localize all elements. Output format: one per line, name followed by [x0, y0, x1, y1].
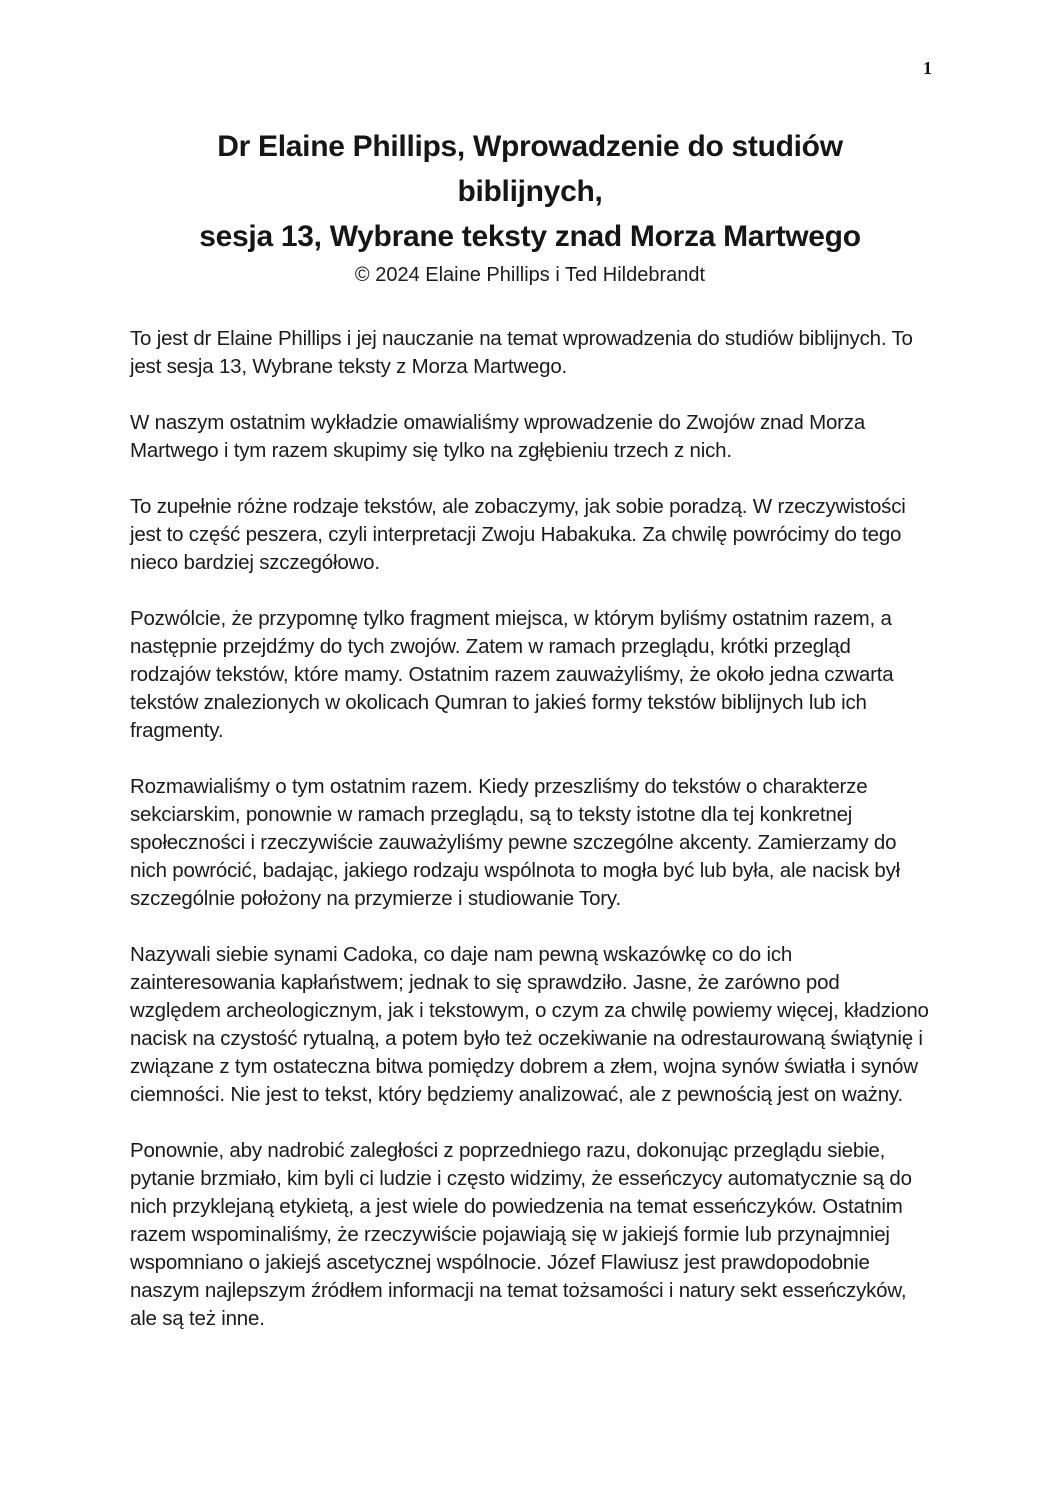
document-content: [130, 124, 930, 1361]
document-title: [130, 124, 930, 259]
paragraph-6: Nazywali siebie synami Cadoka, co daje nam pewną wskazówkę co do ich zainteresowania kapłaństwem; jednak to się sprawdziło. Jasne, że zarówno pod względem archeologicznym, jak i tekstowym, o czym za chwilę powiemy więcej, kładziono nacisk na czystość rytualną, a potem było też oczekiwanie na odrestaurowaną świątynię i związane z tym ostateczna bitwa pomiędzy dobrem a złem, wojna synów światła i synów ciemności. Nie jest to tekst, który będziemy analizować, ale z pewnością jest on ważny.: [130, 943, 929, 1106]
paragraph-2: W naszym ostatnim wykładzie omawialiśmy wprowadzenie do Zwojów znad Morza Martwego i tym razem skupimy się tylko na zgłębieniu trzech z nich.: [130, 411, 866, 462]
page-number: 1: [923, 58, 932, 78]
paragraph-5: Rozmawialiśmy o tym ostatnim razem. Kiedy przeszliśmy do tekstów o charakterze sekciarskim, ponownie w ramach przeglądu, są to teksty istotne dla tej konkretnej społeczności i rzeczywiście zauważyliśmy pewne szczególne akcenty. Zamierzamy do nich powrócić, badając, jakiego rodzaju wspólnota to mogła być lub była, ale nacisk był szczególnie położony na przymierze i studiowanie Tory.: [130, 775, 901, 910]
document-body: [130, 325, 930, 1333]
copyright-line: © 2024 Elaine Phillips i Ted Hildebrandt: [354, 264, 706, 286]
title-line-2: biblijnych,: [457, 175, 603, 208]
paragraph-7: Ponownie, aby nadrobić zaległości z poprzedniego razu, dokonując przeglądu siebie, pytanie brzmiało, kim byli ci ludzie i często widzimy, że esseńczycy automatycznie są do nich przyklejaną etykietą, a jest wiele do powiedzenia na temat esseńczyków. Ostatnim razem wspominaliśmy, że rzeczywiście pojawiają się w jakiejś formie lub przynajmniej wspomniano o jakiejś ascetycznej wspólnocie. Józef Flawiusz jest prawdopodobnie naszym najlepszym źródłem informacji na temat tożsamości i natury sekt esseńczyków, ale są też inne.: [130, 1139, 912, 1330]
paragraph-4: Pozwólcie, że przypomnę tylko fragment miejsca, w którym byliśmy ostatnim razem, a następnie przejdźmy do tych zwojów. Zatem w ramach przeglądu, krótki przegląd rodzajów tekstów, które mamy. Ostatnim razem zauważyliśmy, że około jedna czwarta tekstów znalezionych w okolicach Qumran to jakieś formy tekstów biblijnych lub ich fragmenty.: [130, 607, 894, 742]
title-line-3: sesja 13, Wybrane teksty znad Morza Martwego: [199, 220, 861, 253]
title-line-1: Dr Elaine Phillips, Wprowadzenie do studiów: [217, 130, 843, 163]
paragraph-1: To jest dr Elaine Phillips i jej nauczanie na temat wprowadzenia do studiów biblijnych. To jest sesja 13, Wybrane teksty z Morza Martwego.: [130, 327, 913, 378]
paragraph-3: To zupełnie różne rodzaje tekstów, ale zobaczymy, jak sobie poradzą. W rzeczywistości jest to część peszera, czyli interpretacji Zwoju Habakuka. Za chwilę powrócimy do tego nieco bardziej szczegółowo.: [130, 495, 906, 574]
